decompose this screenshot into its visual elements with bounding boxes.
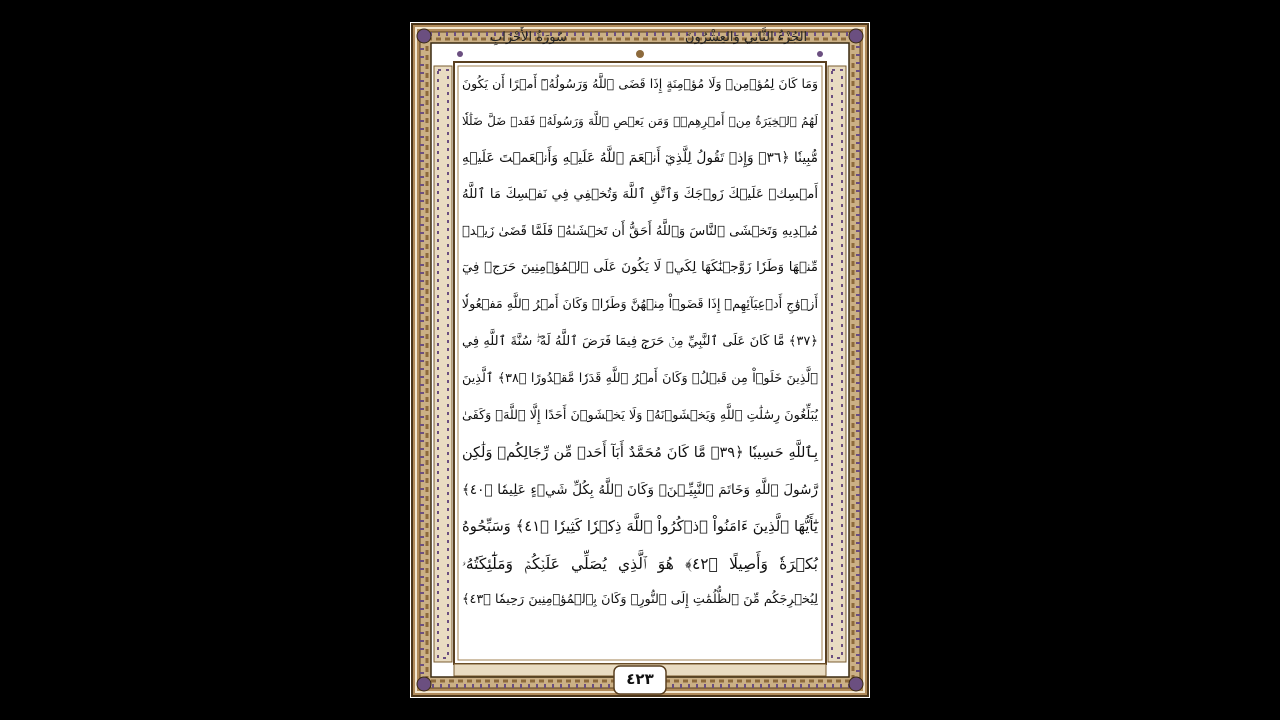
juz-name: الجُزْءُ الثَّانِي وَالعِشْرُونَ xyxy=(685,30,808,45)
text-line: رَّسُولَ ٱللَّهِ وَخَاتَمَ ٱلنَّبِيِّـۧنَۗ وَكَانَ ٱللَّهُ بِكُلِّ شَيۡءٍ عَلِيمٗا ﴿٤٠﴾ xyxy=(462,481,818,498)
surah-name: سُورَةُ الأَحْزَابِ xyxy=(490,30,567,45)
quran-text xyxy=(462,66,818,658)
text-line: أَمۡسِكۡ عَلَيۡكَ زَوۡجَكَ وَٱتَّقِ ٱللَّهَ وَتُخۡفِي فِي نَفۡسِكَ مَا ٱللَّهُ xyxy=(462,186,818,202)
text-line: وَمَا كَانَ لِمُؤۡمِنٖ وَلَا مُؤۡمِنَةٍ إِذَا قَضَى ٱللَّهُ وَرَسُولُهُۥٓ أَمۡرًا أَن يَكُونَ xyxy=(462,76,818,91)
text-line: أَزۡوَٰجِ أَدۡعِيَآئِهِمۡ إِذَا قَضَوۡاْ مِنۡهُنَّ وَطَرٗاۚ وَكَانَ أَمۡرُ ٱللَّهِ مَفۡعُولٗا xyxy=(461,297,818,313)
text-line: لَهُمُ ٱلۡخِيَرَةُ مِنۡ أَمۡرِهِمۡۗ وَمَن يَعۡصِ ٱللَّهَ وَرَسُولَهُۥ فَقَدۡ ضَلَّ ضَلَٰلٗا xyxy=(462,113,818,128)
text-line: يَٰٓأَيُّهَا ٱلَّذِينَ ءَامَنُواْ ٱذۡكُرُواْ ٱللَّهَ ذِكۡرٗا كَثِيرٗا ﴿٤١﴾ وَسَبِّحُوهُ xyxy=(462,517,818,535)
text-line: مُّبِينٗا ﴿٣٦﴾ وَإِذۡ تَقُولُ لِلَّذِيٓ أَنۡعَمَ ٱللَّهُ عَلَيۡهِ وَأَنۡعَمۡتَ عَلَيۡهِ xyxy=(462,149,818,166)
text-line: بُكۡرَةٗ وَأَصِيلًا ﴿٤٢﴾ هُوَ ٱلَّذِي يُصَلِّي عَلَيۡكُمۡ وَمَلَٰٓئِكَتُهُۥ xyxy=(462,554,818,573)
text-line: ﴿٣٧﴾ مَّا كَانَ عَلَى ٱلنَّبِيِّ مِنۡ حَرَجٖ فِيمَا فَرَضَ ٱللَّهُ لَهُۥۖ سُنَّةَ ٱللَّهِ فِي xyxy=(462,334,818,350)
text-line: بِٱللَّهِ حَسِيبٗا ﴿٣٩﴾ مَّا كَانَ مُحَمَّدٌ أَبَآ أَحَدٖ مِّن رِّجَالِكُمۡ وَلَٰكِن xyxy=(462,444,818,461)
page-number: ٤٢٣ xyxy=(626,670,654,688)
text-line: يُبَلِّغُونَ رِسَٰلَٰتِ ٱللَّهِ وَيَخۡشَوۡنَهُۥ وَلَا يَخۡشَوۡنَ أَحَدًا إِلَّا ٱللَّهَۗ وَكَفَىٰ xyxy=(462,408,818,424)
text-line: مِّنۡهَا وَطَرٗا زَوَّجۡنَٰكَهَا لِكَيۡ لَا يَكُونَ عَلَى ٱلۡمُؤۡمِنِينَ حَرَجٞ فِيٓ xyxy=(462,260,818,276)
text-line: ٱلَّذِينَ خَلَوۡاْ مِن قَبۡلُۚ وَكَانَ أَمۡرُ ٱللَّهِ قَدَرٗا مَّقۡدُورًا ﴿٣٨﴾ ٱلَّذِينَ xyxy=(462,371,818,387)
text-line: مُبۡدِيهِ وَتَخۡشَى ٱلنَّاسَ وَٱللَّهُ أَحَقُّ أَن تَخۡشَىٰهُۖ فَلَمَّا قَضَىٰ زَيۡدٞ xyxy=(462,223,818,239)
text-line: لِيُخۡرِجَكُم مِّنَ ٱلظُّلُمَٰتِ إِلَى ٱلنُّورِۚ وَكَانَ بِٱلۡمُؤۡمِنِينَ رَحِيمٗا ﴿٤٣﴾ xyxy=(462,592,818,608)
mushaf-page xyxy=(410,22,870,698)
